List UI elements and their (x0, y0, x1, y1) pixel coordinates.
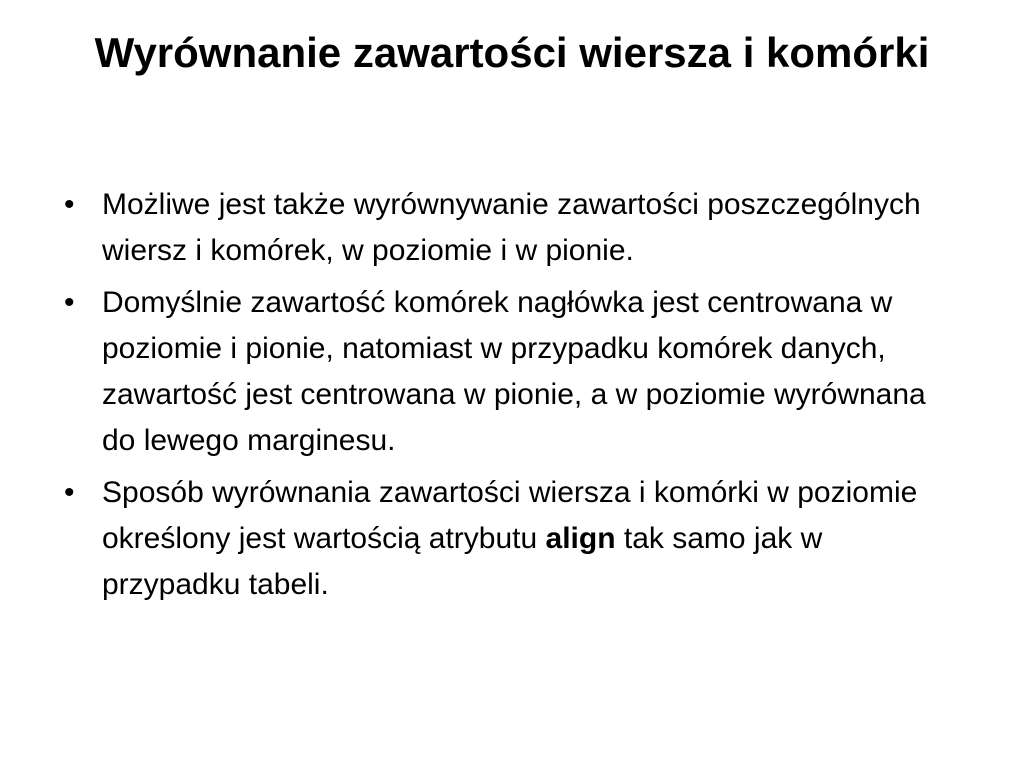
bullet-item (62, 470, 962, 608)
slide-title: Wyrównanie zawartości wiersza i komórki (94, 29, 930, 76)
bullet-text-after: tak samo jak w przypadku tabeli. (102, 522, 823, 601)
keyword-align: align (545, 522, 616, 555)
bullet-list (62, 182, 962, 614)
bullet-item (62, 182, 962, 274)
bullet-marker: • (64, 476, 75, 509)
bullet-marker: • (64, 188, 75, 221)
bullet-item (62, 280, 962, 464)
bullet-text: Domyślnie zawartość komórek nagłówka jest centrowana w poziomie i pionie, natomiast w przypadku komórek danych, zawartość jest centrowana w pionie, a w poziomie wyrównana do lewego marginesu. (102, 286, 926, 457)
bullet-text-before: Sposób wyrównania zawartości wiersza i komórki w poziomie określony jest wartością atrybutu (102, 476, 918, 555)
bullet-text: Możliwe jest także wyrównywanie zawartości poszczególnych wiersz i komórek, w poziomie i w pionie. (102, 188, 921, 267)
bullet-marker: • (64, 286, 75, 319)
